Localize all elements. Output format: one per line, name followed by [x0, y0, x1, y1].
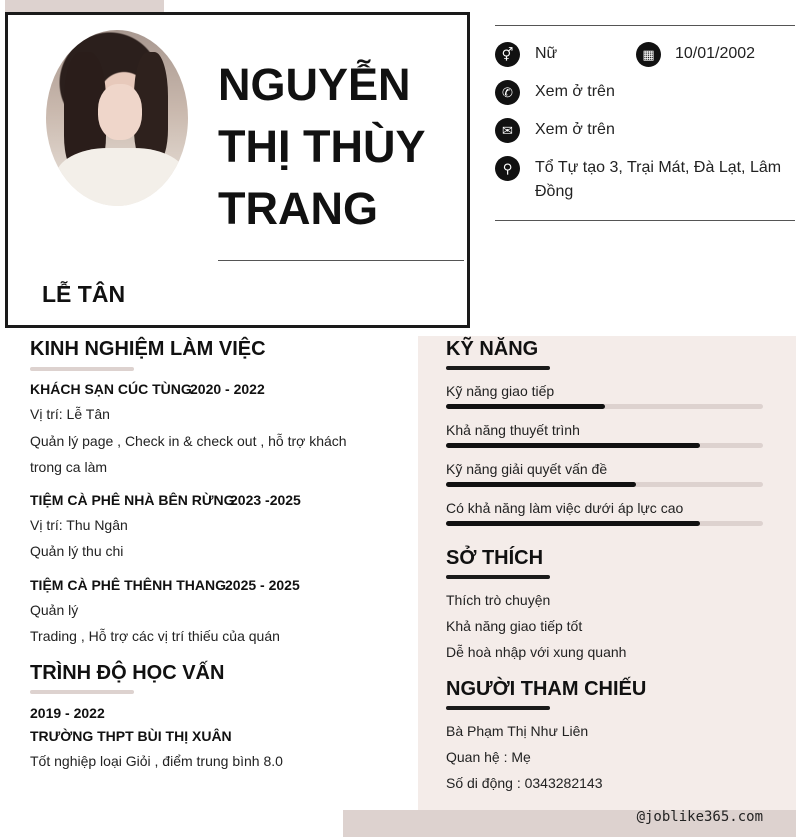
name-divider	[218, 260, 464, 261]
experience-underline	[30, 367, 134, 371]
location-icon: ⚲	[495, 156, 520, 181]
reference-phone: Số di động : 0343282143	[446, 775, 603, 791]
skill-1-fill	[446, 404, 605, 409]
name-line-2: THỊ THÙY	[218, 121, 426, 172]
reference-relation: Quan hệ : Mẹ	[446, 749, 531, 765]
name-line-3: TRANG	[218, 183, 378, 234]
skill-4-fill	[446, 521, 700, 526]
education-period: 2019 - 2022	[30, 705, 105, 721]
hobbies-underline	[446, 575, 550, 579]
email-value: Xem ở trên	[535, 121, 615, 138]
hobby-item: Dễ hoà nhập với xung quanh	[446, 644, 627, 660]
reference-title: NGƯỜI THAM CHIẾU	[446, 678, 647, 700]
gender-icon: ⚥	[495, 42, 520, 67]
skill-2-track	[446, 443, 763, 448]
address-value: Tổ Tự tạo 3, Trại Mát, Đà Lạt, Lâm Đồng	[535, 159, 782, 200]
hobby-item: Khả năng giao tiếp tốt	[446, 618, 583, 634]
education-underline	[30, 690, 134, 694]
job-2-description: Quản lý thu chi	[30, 543, 124, 559]
job-3-position: Quản lý	[30, 602, 79, 618]
skill-3-fill	[446, 482, 636, 487]
skill-1-label: Kỹ năng giao tiếp	[446, 383, 555, 399]
skills-title: KỸ NĂNG	[446, 338, 539, 360]
info-top-divider	[495, 25, 795, 26]
avatar	[46, 30, 188, 206]
skill-1-track	[446, 404, 763, 409]
job-2-period: 2023 -2025	[230, 492, 301, 508]
experience-title: KINH NGHIỆM LÀM VIỆC	[30, 338, 266, 360]
job-1-description: Quản lý page , Check in & check out , hỗ trợ khách trong ca làm	[30, 433, 347, 475]
phone-icon: ✆	[495, 80, 520, 105]
education-school: TRƯỜNG THPT BÙI THỊ XUÂN	[30, 728, 232, 744]
job-3-company: TIỆM CÀ PHÊ THÊNH THANG	[30, 577, 226, 593]
gender-value: Nữ	[535, 45, 558, 62]
name-line-1: NGUYỄN	[218, 59, 411, 110]
reference-underline	[446, 706, 550, 710]
reference-name: Bà Phạm Thị Như Liên	[446, 723, 589, 739]
job-title: LỄ TÂN	[42, 281, 126, 307]
skill-3-label: Kỹ năng giải quyết vấn đề	[446, 461, 608, 477]
footer-site: @joblike365.com	[636, 809, 763, 825]
birthday-value: 10/01/2002	[675, 45, 756, 62]
skills-underline	[446, 366, 550, 370]
job-2-position: Vị trí: Thu Ngân	[30, 517, 128, 533]
skill-2-fill	[446, 443, 700, 448]
candidate-name	[218, 54, 458, 240]
skill-4-label: Có khả năng làm việc dưới áp lực cao	[446, 500, 684, 516]
job-1-company: KHÁCH SẠN CÚC TÙNG	[30, 381, 192, 397]
education-title: TRÌNH ĐỘ HỌC VẤN	[30, 662, 225, 684]
skill-2-label: Khả năng thuyết trình	[446, 422, 580, 438]
job-3-description: Trading , Hỗ trợ các vị trí thiếu của quán	[30, 628, 280, 644]
skill-4-track	[446, 521, 763, 526]
phone-value: Xem ở trên	[535, 83, 615, 100]
email-icon: ✉	[495, 118, 520, 143]
job-2-company: TIỆM CÀ PHÊ NHÀ BÊN RỪNG	[30, 492, 235, 508]
job-3-period: 2025 - 2025	[225, 577, 300, 593]
hobbies-title: SỞ THÍCH	[446, 547, 544, 569]
calendar-icon: ▦	[636, 42, 661, 67]
info-bottom-divider	[495, 220, 795, 221]
job-1-period: 2020 - 2022	[190, 381, 265, 397]
skill-3-track	[446, 482, 763, 487]
job-1-position: Vị trí: Lễ Tân	[30, 406, 110, 422]
hobby-item: Thích trò chuyện	[446, 592, 551, 608]
education-description: Tốt nghiệp loại Giỏi , điểm trung bình 8.0	[30, 753, 283, 769]
